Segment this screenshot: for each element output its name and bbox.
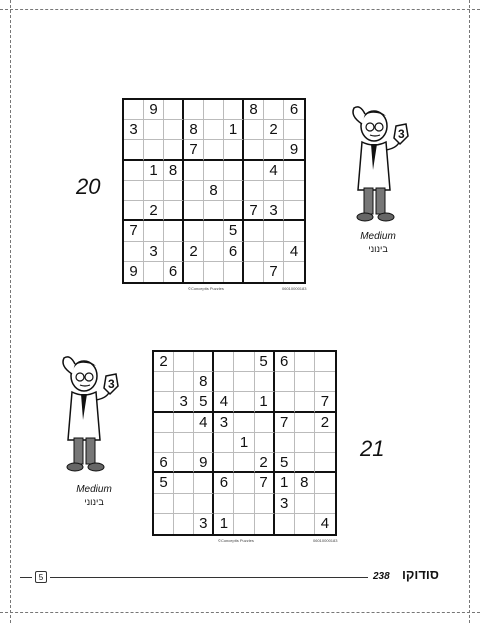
sudoku-cell: [144, 120, 164, 140]
sudoku-cell: [184, 100, 204, 120]
puzzle-number: 21: [360, 436, 385, 461]
sudoku-cell: 7: [264, 262, 284, 282]
sudoku-cell: [315, 352, 335, 372]
svg-text:3: 3: [398, 127, 405, 141]
sudoku-cell: [174, 453, 194, 473]
sudoku-cell: [234, 514, 254, 534]
difficulty-he: בינוני: [84, 497, 104, 507]
sudoku-cell: 1: [255, 392, 275, 412]
sudoku-cell: [144, 140, 164, 160]
sudoku-cell: [275, 372, 295, 392]
sudoku-cell: [214, 494, 234, 514]
sudoku-cell: [214, 453, 234, 473]
sudoku-cell: 8: [204, 181, 224, 201]
sudoku-cell: 6: [214, 473, 234, 493]
sudoku-cell: [214, 433, 234, 453]
sudoku-cell: [284, 161, 304, 181]
sudoku-cell: [224, 201, 244, 221]
sudoku-cell: 6: [164, 262, 184, 282]
sudoku-cell: [194, 352, 214, 372]
sudoku-cell: 8: [184, 120, 204, 140]
sudoku-cell: 5: [255, 352, 275, 372]
puzzle-credit: ©Conceptis Puzzles: [188, 286, 224, 291]
sudoku-cell: 4: [214, 392, 234, 412]
brand-logo: סודוקו: [402, 567, 439, 582]
sudoku-cell: [124, 181, 144, 201]
sudoku-cell: 4: [264, 161, 284, 181]
sudoku-cell: [204, 201, 224, 221]
sudoku-cell: [174, 514, 194, 534]
sudoku-cell: 6: [284, 100, 304, 120]
sudoku-cell: 3: [275, 494, 295, 514]
sudoku-cell: [204, 140, 224, 160]
sudoku-cell: [315, 453, 335, 473]
sudoku-cell: [264, 100, 284, 120]
sudoku-cell: [224, 262, 244, 282]
difficulty-en: Medium: [360, 231, 396, 242]
sudoku-cell: [164, 242, 184, 262]
sudoku-cell: [295, 392, 315, 412]
sudoku-cell: [164, 201, 184, 221]
sudoku-cell: 2: [264, 120, 284, 140]
sudoku-cell: 9: [284, 140, 304, 160]
sudoku-cell: 8: [244, 100, 264, 120]
footer-badge: 5: [35, 571, 47, 583]
thinking-scientist-icon: [340, 100, 415, 230]
sudoku-cell: 9: [124, 262, 144, 282]
sudoku-cell: 2: [255, 453, 275, 473]
sudoku-cell: [275, 514, 295, 534]
sudoku-cell: [224, 140, 244, 160]
sudoku-cell: [315, 473, 335, 493]
sudoku-cell: [244, 181, 264, 201]
sudoku-cell: 8: [164, 161, 184, 181]
sudoku-cell: 2: [144, 201, 164, 221]
sudoku-cell: [295, 494, 315, 514]
sudoku-cell: [315, 494, 335, 514]
cut-line-left: [10, 0, 11, 623]
sudoku-cell: 3: [174, 392, 194, 412]
sudoku-cell: 2: [154, 352, 174, 372]
cut-line-right: [469, 0, 470, 623]
sudoku-cell: 1: [234, 433, 254, 453]
cut-line-bottom: [0, 612, 480, 613]
sudoku-cell: [264, 140, 284, 160]
puzzle-number: 20: [76, 174, 101, 199]
sudoku-grid: [152, 350, 337, 536]
sudoku-cell: 7: [184, 140, 204, 160]
sudoku-cell: [234, 352, 254, 372]
sudoku-cell: [154, 494, 174, 514]
page-number: 238: [373, 571, 390, 582]
sudoku-cell: 5: [275, 453, 295, 473]
sudoku-cell: [244, 161, 264, 181]
sudoku-cell: [154, 372, 174, 392]
sudoku-cell: [295, 514, 315, 534]
footer-rule: [50, 577, 368, 578]
sudoku-cell: 5: [154, 473, 174, 493]
sudoku-cell: [295, 453, 315, 473]
difficulty-en: Medium: [76, 484, 112, 495]
sudoku-cell: [255, 514, 275, 534]
sudoku-cell: [214, 372, 234, 392]
sudoku-cell: 9: [144, 100, 164, 120]
sudoku-cell: [154, 433, 174, 453]
sudoku-cell: [174, 413, 194, 433]
sudoku-cell: [244, 120, 264, 140]
sudoku-cell: [244, 242, 264, 262]
sudoku-cell: 6: [275, 352, 295, 372]
sudoku-cell: 7: [124, 221, 144, 241]
sudoku-cell: 3: [214, 413, 234, 433]
sudoku-cell: [194, 433, 214, 453]
difficulty-label: [350, 231, 406, 255]
sudoku-cell: [184, 262, 204, 282]
sudoku-cell: 3: [144, 242, 164, 262]
sudoku-cell: [194, 494, 214, 514]
sudoku-cell: [204, 242, 224, 262]
sudoku-cell: 5: [224, 221, 244, 241]
sudoku-cell: [204, 100, 224, 120]
sudoku-cell: [174, 372, 194, 392]
sudoku-cell: [124, 161, 144, 181]
sudoku-cell: 1: [144, 161, 164, 181]
sudoku-cell: [124, 242, 144, 262]
sudoku-cell: [284, 201, 304, 221]
sudoku-cell: [184, 181, 204, 201]
sudoku-cell: [204, 221, 224, 241]
svg-text:3: 3: [108, 377, 115, 391]
sudoku-cell: [295, 433, 315, 453]
sudoku-cell: [315, 372, 335, 392]
sudoku-cell: [164, 100, 184, 120]
sudoku-cell: [154, 514, 174, 534]
sudoku-cell: 7: [255, 473, 275, 493]
sudoku-cell: [295, 413, 315, 433]
sudoku-cell: 1: [224, 120, 244, 140]
sudoku-cell: [234, 392, 254, 412]
sudoku-cell: 8: [194, 372, 214, 392]
sudoku-cell: [244, 140, 264, 160]
sudoku-cell: [244, 221, 264, 241]
sudoku-cell: 6: [224, 242, 244, 262]
sudoku-cell: [234, 473, 254, 493]
sudoku-cell: [275, 433, 295, 453]
sudoku-cell: [284, 262, 304, 282]
sudoku-cell: [284, 120, 304, 140]
sudoku-cell: 1: [275, 473, 295, 493]
sudoku-cell: 4: [320, 515, 330, 533]
sudoku-cell: 7: [275, 413, 295, 433]
sudoku-cell: [234, 413, 254, 433]
sudoku-cell: [264, 221, 284, 241]
sudoku-cell: [174, 433, 194, 453]
puzzle-code: 06010000183: [282, 286, 307, 291]
sudoku-cell: [295, 352, 315, 372]
sudoku-cell: [255, 413, 275, 433]
sudoku-cell: [144, 181, 164, 201]
sudoku-cell: [184, 161, 204, 181]
sudoku-cell: [194, 473, 214, 493]
sudoku-cell: [255, 433, 275, 453]
sudoku-cell: [174, 352, 194, 372]
sudoku-cell: [315, 433, 335, 453]
sudoku-cell: [164, 181, 184, 201]
sudoku-cell: [275, 392, 295, 412]
cut-line-top: [0, 9, 480, 10]
sudoku-cell: [204, 161, 224, 181]
footer-rule-left: [20, 577, 32, 578]
sudoku-cell: [124, 140, 144, 160]
sudoku-cell: [224, 161, 244, 181]
difficulty-he: בינוני: [368, 244, 388, 254]
difficulty-label: [66, 484, 122, 508]
sudoku-cell: [184, 221, 204, 241]
sudoku-cell: 4: [194, 413, 214, 433]
sudoku-cell: [154, 392, 174, 412]
sudoku-cell: [255, 494, 275, 514]
sudoku-cell: 2: [184, 242, 204, 262]
sudoku-cell: [224, 181, 244, 201]
thinking-scientist-icon: [50, 350, 125, 480]
puzzle-credit: ©Conceptis Puzzles: [218, 538, 254, 543]
sudoku-cell: [264, 242, 284, 262]
sudoku-cell: [144, 262, 164, 282]
sudoku-cell: [295, 372, 315, 392]
sudoku-cell: 7: [315, 392, 335, 412]
sudoku-cell: [234, 494, 254, 514]
sudoku-cell: [204, 262, 224, 282]
sudoku-cell: 4: [284, 242, 304, 262]
sudoku-cell: 1: [214, 514, 234, 534]
sudoku-cell: 3: [124, 120, 144, 140]
sudoku-cell: [154, 413, 174, 433]
sudoku-cell: [164, 120, 184, 140]
sudoku-cell: [234, 453, 254, 473]
sudoku-cell: [255, 372, 275, 392]
sudoku-cell: [164, 140, 184, 160]
sudoku-grid: [122, 98, 306, 284]
sudoku-cell: [174, 473, 194, 493]
sudoku-cell: [144, 221, 164, 241]
sudoku-cell: 5: [194, 392, 214, 412]
sudoku-cell: 6: [154, 453, 174, 473]
sudoku-cell: [174, 494, 194, 514]
sudoku-cell: [234, 372, 254, 392]
sudoku-cell: 7: [244, 201, 264, 221]
sudoku-cell: [284, 181, 304, 201]
sudoku-cell: [184, 201, 204, 221]
sudoku-cell: 8: [295, 473, 315, 493]
sudoku-cell: [124, 201, 144, 221]
sudoku-cell: [224, 100, 244, 120]
sudoku-cell: 9: [194, 453, 214, 473]
sudoku-cell: [244, 262, 264, 282]
sudoku-cell: [214, 352, 234, 372]
sudoku-cell: [204, 120, 224, 140]
puzzle-code: 06010000183: [313, 538, 338, 543]
sudoku-cell: 3: [194, 514, 214, 534]
sudoku-cell: [284, 221, 304, 241]
sudoku-cell: 3: [264, 201, 284, 221]
sudoku-cell: 2: [315, 413, 335, 433]
sudoku-cell: [124, 100, 144, 120]
sudoku-cell: [164, 221, 184, 241]
sudoku-cell: [264, 181, 284, 201]
